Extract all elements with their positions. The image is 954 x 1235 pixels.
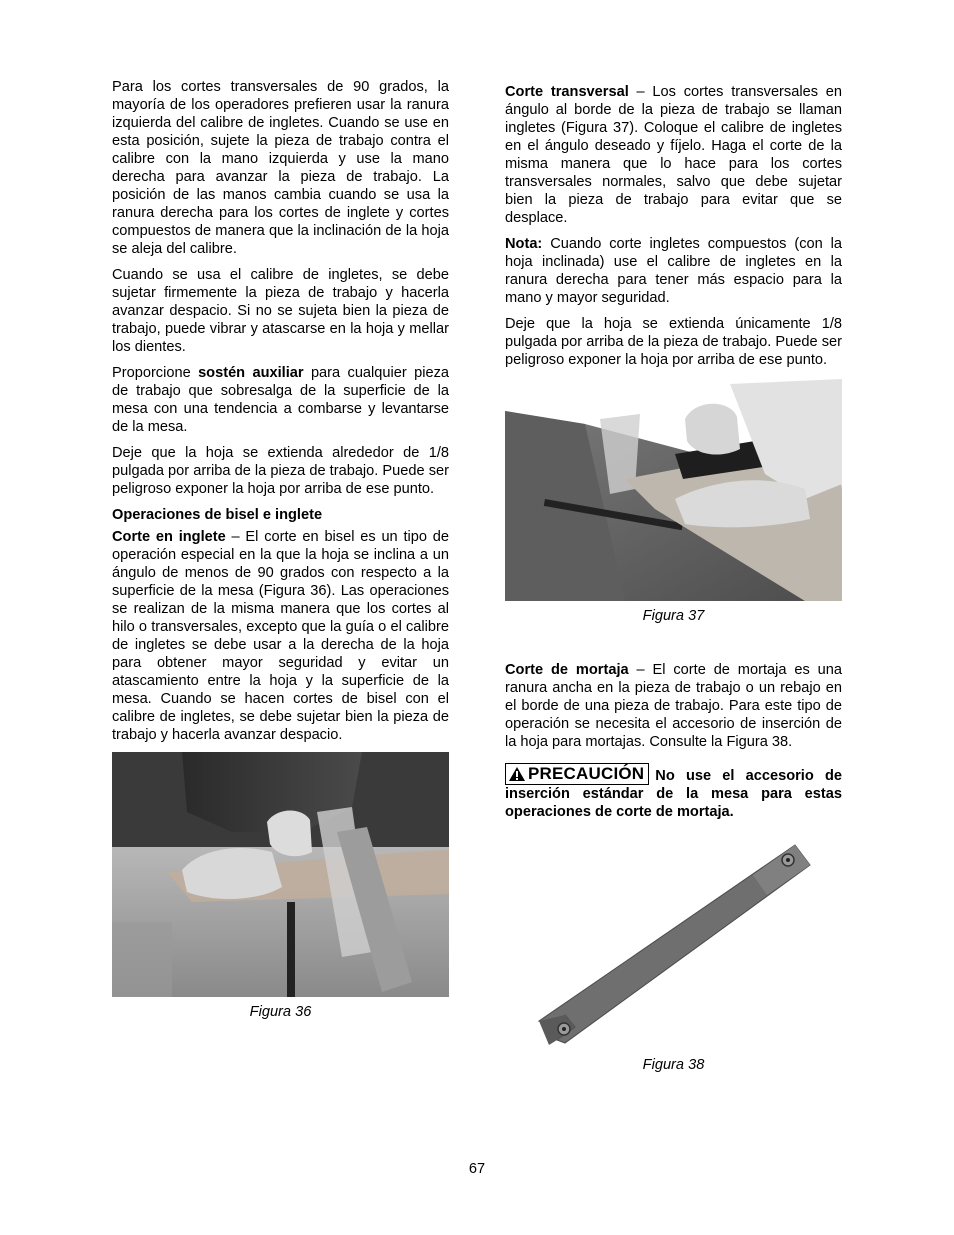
paragraph-auxiliary-support xyxy=(112,364,449,436)
warning-label: PRECAUCIÓN xyxy=(528,764,645,783)
figure-36-photo xyxy=(112,752,449,997)
text-run: Proporcione xyxy=(112,365,199,381)
paragraph-dado-cut xyxy=(505,661,842,751)
figure-37-caption: Figura 37 xyxy=(642,608,705,624)
paragraph-miter-crosscut xyxy=(505,83,842,227)
warning-text: No use el accesorio de inserción estándar de la mesa para estas operaciones de corte de mortaja. xyxy=(505,768,842,820)
warning-badge xyxy=(505,763,649,785)
figure-38-caption: Figura 38 xyxy=(642,1057,705,1073)
figure-36-caption: Figura 36 xyxy=(249,1004,312,1020)
figure-36 xyxy=(112,752,449,1021)
warning-paragraph xyxy=(505,763,842,821)
bold-term: Nota: xyxy=(505,236,543,252)
paragraph-note xyxy=(505,235,842,307)
page-number: 67 xyxy=(468,1161,486,1177)
bold-term: sostén auxiliar xyxy=(198,365,304,381)
paragraph-bevel-cut xyxy=(112,528,449,744)
bold-term: Corte en inglete xyxy=(112,529,226,545)
right-column xyxy=(505,83,842,1074)
text-run: – El corte en bisel es un tipo de operación especial en la que la hoja se inclina a un ángulo de menos de 90 grados con respecto a la superficie de la mesa (Figura 36). Las operaciones se realizan de la misma manera que los cortes al hilo o transversales, excepto que la guía o el calibre de ingletes se debe usar a la derecha de la hoja para obtener mayor seguridad y evitar un atascamiento entre la hoja y la superficie de la mesa. Cuando se hacen cortes de bisel con el calibre de ingletes, se debe sujetar bien la pieza de trabajo y hacerla avanzar despacio. xyxy=(112,529,450,743)
bold-term: Corte de mortaja xyxy=(505,662,629,678)
paragraph-miter-gauge-hold: Cuando se usa el calibre de ingletes, se debe sujetar firmemente la pieza de trabajo y hacerla avanzar despacio. Si no se sujeta bien la pieza de trabajo, puede vibrar y atascarse en la hoja y mellar los dientes. xyxy=(112,267,449,355)
figure-37-photo xyxy=(505,379,842,601)
text-run: Cuando corte ingletes compuestos (con la hoja inclinada) use el calibre de ingletes en la ranura derecha para tener más espacio para la mano y mayor seguridad. xyxy=(505,236,842,306)
text-run: – Los cortes transversales en ángulo al borde de la pieza de trabajo se llaman ingletes (Figura 37). Coloque el calibre de ingletes en el ángulo deseado y fíjelo. Haga el corte de la misma manera que lo hace para los cortes transversales normales, salvo que debe sujetar bien la pieza de trabajo para evitar que se desplace. xyxy=(505,84,842,226)
paragraph-crosscut-90: Para los cortes transversales de 90 grados, la mayoría de los operadores prefieren usar la ranura izquierda del calibre de ingletes. Cuando se use en esta posición, sujete la pieza de trabajo contra el calibre con la mano izquierda y use la mano derecha para avanzar la pieza de trabajo. La posición de las manos cambia cuando se usa la ranura derecha para los cortes de inglete y cortes compuestos de manera que la inclinación de la hoja se aleja del calibre. xyxy=(112,79,449,257)
paragraph-blade-height-2: Deje que la hoja se extienda únicamente 1/8 pulgada por arriba de la pieza de trabajo. Puede ser peligroso exponer la hoja por arriba de ese punto. xyxy=(505,316,842,368)
text-run: para cualquier pieza de trabajo que sobresalga de la superficie de la mesa con una tendencia a combarse y levantarse de la mesa. xyxy=(112,365,449,435)
figure-37 xyxy=(505,379,842,625)
left-column xyxy=(112,78,449,1021)
text-run: – El corte de mortaja es una ranura ancha en la pieza de trabajo o un rebajo en el borde de una pieza de trabajo. Para este tipo de operación se necesita el accesorio de inserción de la hoja para mortajas. Consulte la Figura 38. xyxy=(505,662,842,750)
section-heading: Operaciones de bisel e inglete xyxy=(112,507,323,523)
bold-term: Corte transversal xyxy=(505,84,629,100)
warning-triangle-icon xyxy=(508,766,526,782)
paragraph-blade-height: Deje que la hoja se extienda alrededor de 1/8 pulgada por arriba de la pieza de trabajo. Puede ser peligroso exponer la hoja por arriba de ese punto. xyxy=(112,445,449,497)
figure-38 xyxy=(505,835,842,1074)
figure-38-photo xyxy=(505,835,842,1050)
